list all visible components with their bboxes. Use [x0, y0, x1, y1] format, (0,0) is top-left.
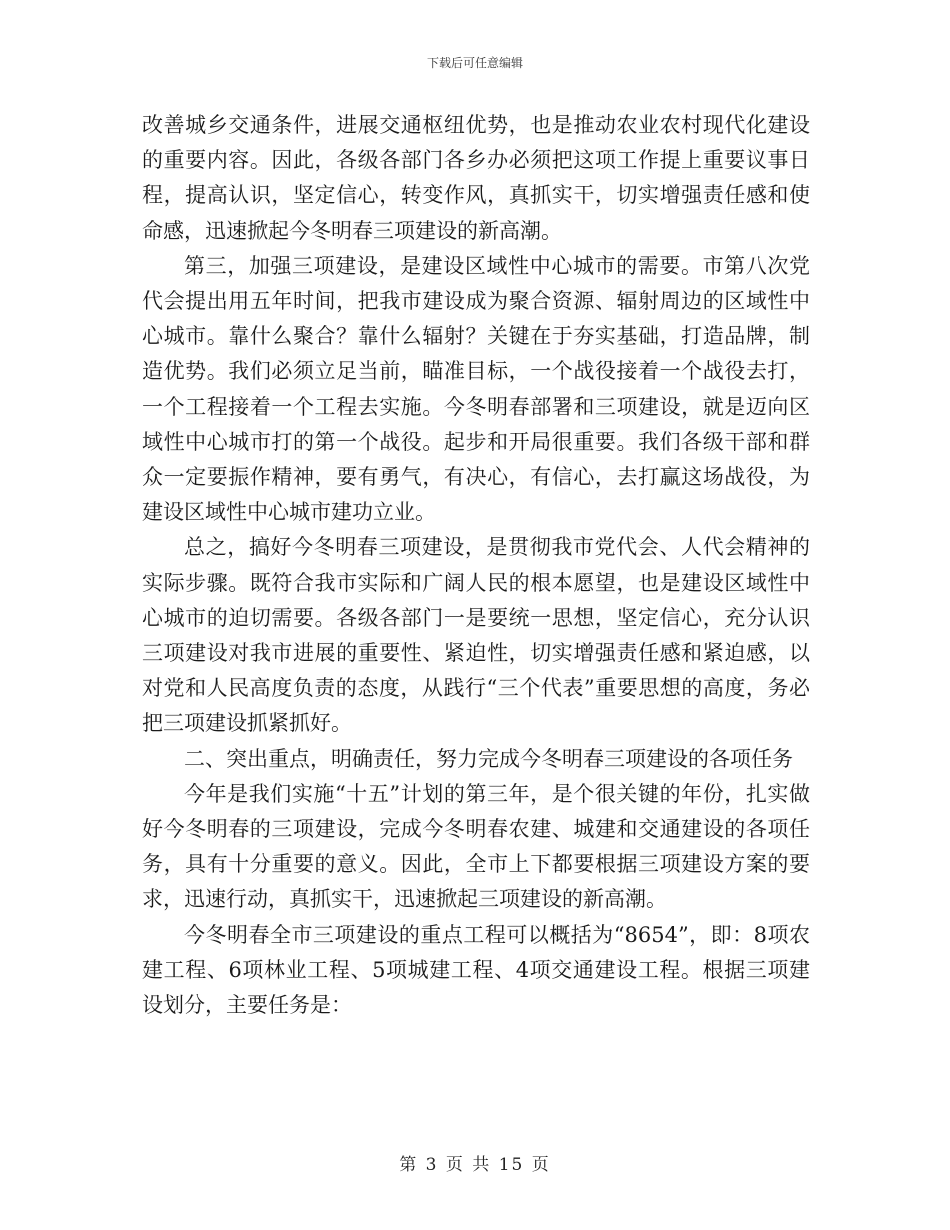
page-footer: 第 3 页 共 15 页	[399, 1155, 551, 1175]
paragraph-key-projects: 今冬明春全市三项建设的重点工程可以概括为“8654”，即：8项农建工程、6项林业工程、5项城建工程、4项交通建设工程。根据三项建设划分，主要任务是：	[142, 922, 810, 1018]
page-header: 下载后可任意编辑	[426, 56, 523, 70]
document-body	[142, 108, 810, 1023]
section-heading-two: 二、突出重点，明确责任，努力完成今冬明春三项建设的各项任务	[184, 746, 793, 771]
paragraph-summary: 总之，搞好今冬明春三项建设，是贯彻我市党代会、人代会精神的实际步骤。既符合我市实际和广阔人民的根本愿望，也是建设区域性中心城市的迫切需要。各级各部门一是要统一思想，坚定信心，充分认识三项建设对我市进展的重要性、紧迫性，切实增强责任感和紧迫感，以对党和人民高度负责的态度，从践行“三个代表”重要思想的高度，务必把三项建设抓紧抓好。	[142, 535, 810, 736]
paragraph-third-point: 第三，加强三项建设，是建设区域性中心城市的需要。市第八次党代会提出用五年时间，把我市建设成为聚合资源、辐射周边的区域性中心城市。靠什么聚合？靠什么辐射？关键在于夯实基础，打造品牌，制造优势。我们必须立足当前，瞄准目标，一个战役接着一个战役去打，一个工程接着一个工程去实施。今冬明春部署和三项建设，就是迈向区域性中心城市打的第一个战役。起步和开局很重要。我们各级干部和群众一定要振作精神，要有勇气，有决心，有信心，去打赢这场战役，为建设区域性中心城市建功立业。	[142, 253, 810, 525]
paragraph-continuation: 改善城乡交通条件，进展交通枢纽优势，也是推动农业农村现代化建设的重要内容。因此，各级各部门各乡办必须把这项工作提上重要议事日程，提高认识，坚定信心，转变作风，真抓实干，切实增强责任感和使命感，迅速掀起今冬明春三项建设的新高潮。	[142, 113, 810, 243]
paragraph-this-year: 今年是我们实施“十五”计划的第三年，是个很关键的年份，扎实做好今冬明春的三项建设，完成今冬明春农建、城建和交通建设的各项任务，具有十分重要的意义。因此，全市上下都要根据三项建设方案的要求，迅速行动，真抓实干，迅速掀起三项建设的新高潮。	[142, 781, 810, 912]
